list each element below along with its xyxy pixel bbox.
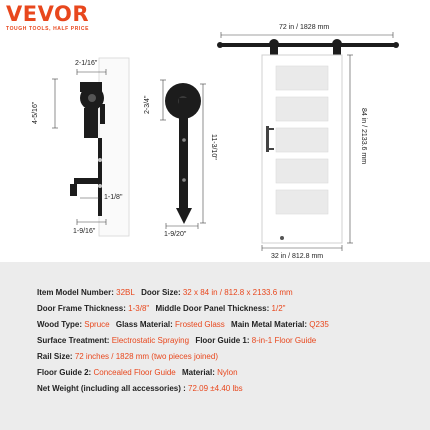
spec-line-4 xyxy=(37,336,316,346)
spec-key: Main Metal Material: xyxy=(231,320,308,329)
spec-value: 72.09 ±4.40 lbs xyxy=(188,384,243,393)
spec-key: Floor Guide 2: xyxy=(37,368,92,377)
dim-rail-length: 72 in / 1828 mm xyxy=(279,24,330,31)
spec-value: Electrostatic Spraying xyxy=(111,336,190,345)
dim-roller-offset: 1-1/8" xyxy=(104,194,123,201)
spec-value: 1/2" xyxy=(271,304,286,313)
spec-line-1 xyxy=(37,288,293,298)
spec-value: Nylon xyxy=(217,368,238,377)
brand-tagline: TOUGH TOOLS, HALF PRICE xyxy=(6,26,90,32)
dim-hanger-width: 2-1/16" xyxy=(75,60,98,67)
spec-key: Middle Door Panel Thickness: xyxy=(155,304,270,313)
hanger-strap-side xyxy=(98,138,102,216)
spec-key: Door Frame Thickness: xyxy=(37,304,126,313)
spec-value: 72 inches / 1828 mm (two pieces joined) xyxy=(74,352,218,361)
spec-key: Item Model Number: xyxy=(37,288,114,297)
spec-value: 8-in-1 Floor Guide xyxy=(251,336,317,345)
spec-line-7 xyxy=(37,384,243,394)
spec-key: Surface Treatment: xyxy=(37,336,110,345)
dim-door-height: 84 in / 2133.6 mm xyxy=(360,108,367,165)
spec-key: Glass Material: xyxy=(115,320,173,329)
strap-arrow-tip xyxy=(176,208,192,224)
door-handle xyxy=(266,126,269,152)
spec-key: Door Size: xyxy=(141,288,181,297)
hanger-board xyxy=(99,58,129,236)
dim-wheel-height: 2-3/4" xyxy=(144,95,151,114)
specs-panel xyxy=(0,262,430,430)
spec-value: Concealed Floor Guide xyxy=(93,368,176,377)
spec-value: 32BL xyxy=(116,288,135,297)
spec-key: Rail Size: xyxy=(37,352,73,361)
dim-strap-bottom-width: 1-9/20" xyxy=(164,231,187,238)
brand-name: VEVOR xyxy=(6,2,90,26)
rail xyxy=(219,43,397,47)
spec-value: Spruce xyxy=(84,320,110,329)
spec-line-2 xyxy=(37,304,285,314)
spec-value: Q235 xyxy=(309,320,329,329)
spec-key: Wood Type: xyxy=(37,320,83,329)
dim-door-width: 32 in / 812.8 mm xyxy=(271,253,324,260)
dim-strap-length: 11-3/10" xyxy=(210,134,217,160)
spec-line-6 xyxy=(37,368,238,378)
front-strap xyxy=(179,98,188,210)
spec-value: 32 x 84 in / 812.8 x 2133.6 mm xyxy=(182,288,293,297)
spec-value: 1-3/8" xyxy=(128,304,150,313)
dim-hanger-height: 4-5/16" xyxy=(32,101,39,124)
spec-key: Material: xyxy=(181,368,215,377)
spec-key: Net Weight (including all accessories) : xyxy=(37,384,186,393)
spec-line-5 xyxy=(37,352,218,362)
dim-hanger-bottom-width: 1-9/16" xyxy=(73,228,96,235)
spec-key: Floor Guide 1: xyxy=(195,336,250,345)
spec-line-3 xyxy=(37,320,329,330)
spec-value: Frosted Glass xyxy=(175,320,225,329)
